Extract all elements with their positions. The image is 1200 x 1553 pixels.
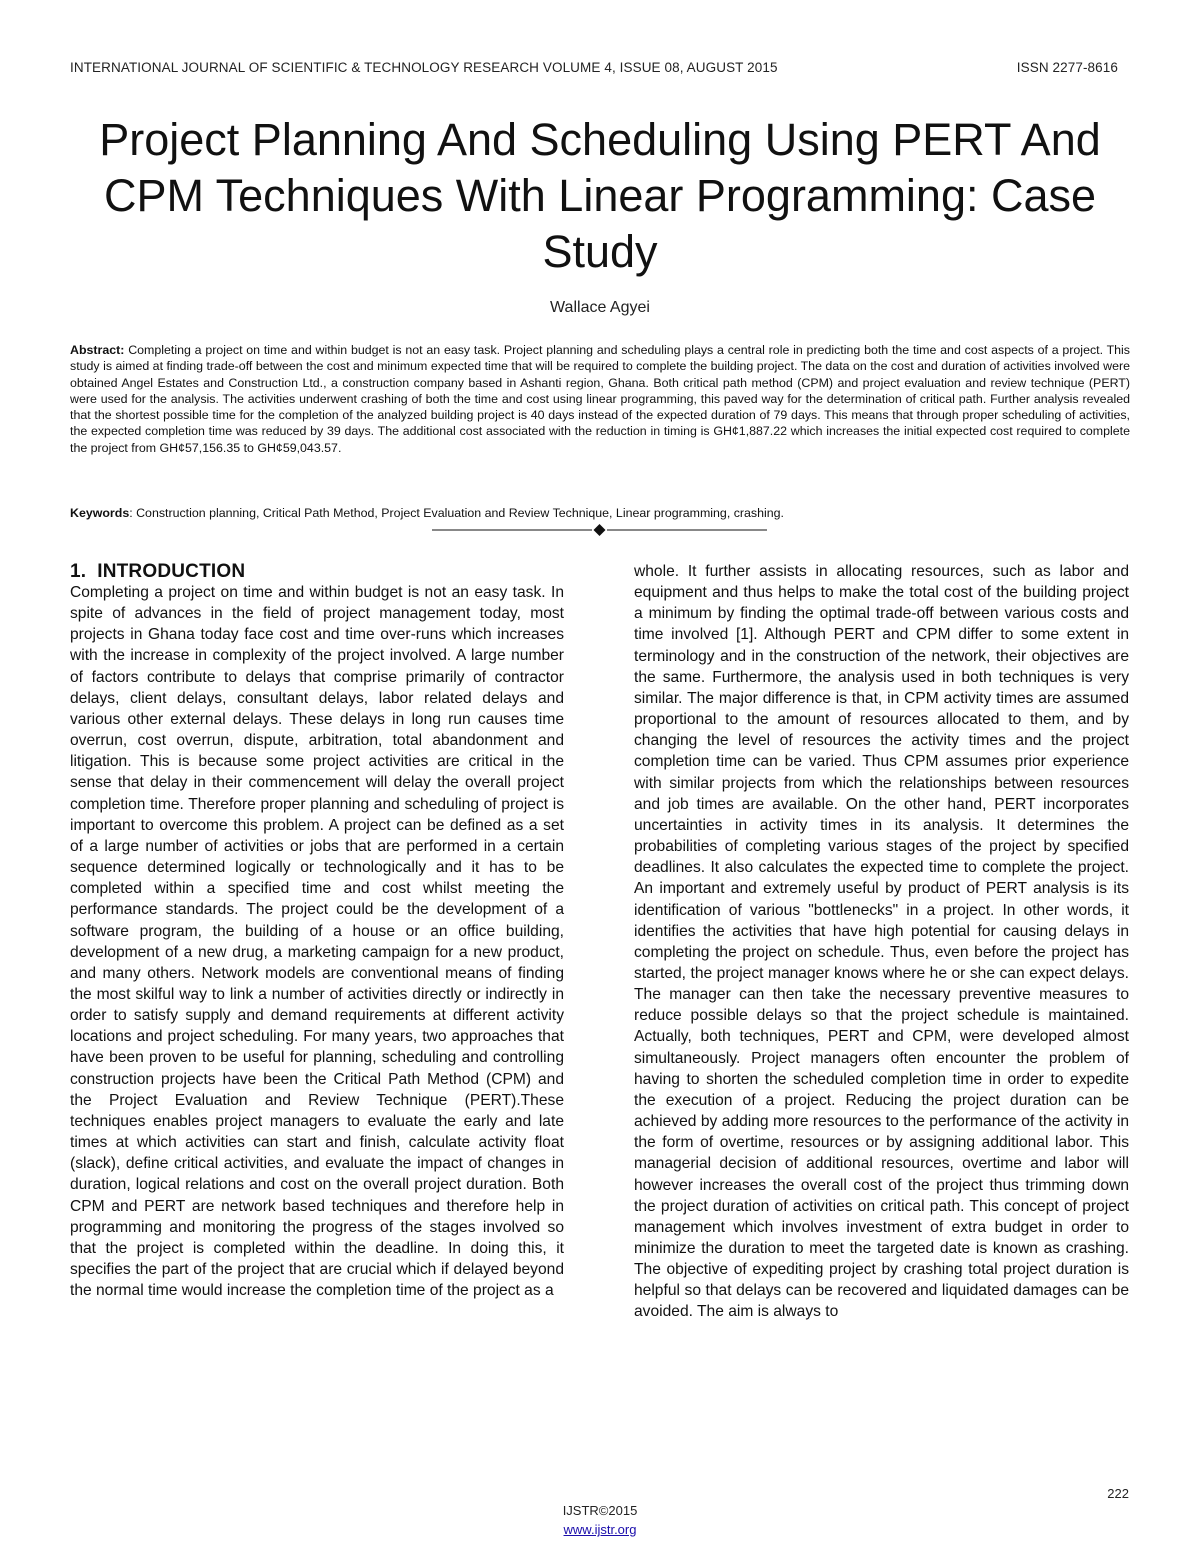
website-link[interactable]: www.ijstr.org [563, 1522, 637, 1537]
paper-title: Project Planning And Scheduling Using PERT And CPM Techniques With Linear Programming: Case Study [99, 114, 1101, 277]
right-column [634, 561, 1129, 1323]
keywords [70, 505, 1130, 521]
abstract-text: Completing a project on time and within budget is not an easy task. Project planning and scheduling plays a central role in predicting both the time and cost aspects of a project. This study is aimed at finding trade-off between the cost and minimum expected time that will be required to complete the building project. The data on the cost and duration of activities involved were obtained Angel Estates and Construction Ltd., a construction company based in Ashanti region, Ghana. Both critical path method (CPM) and project evaluation and review technique (PERT) were used for the analysis. The activities underwent crashing of both the time and cost using linear programming, this paved way for the determination of critical path. Further analysis revealed that the shortest possible time for the completion of the analyzed building project is 40 days instead of the expected duration of 79 days. This means that through proper scheduling of activities, the expected completion time was reduced by 39 days. The additional cost associated with the reduction in timing is GH¢1,887.22 which increases the initial expected cost required to complete the project from GH¢57,156.35 to GH¢59,043.57. [70, 343, 1131, 455]
body-paragraph-right: whole. It further assists in allocating resources, such as labor and equipment and thus helps to make the total cost of the building project a minimum by finding the optimal trade-off between various costs and time involved [1]. Although PERT and CPM differ to some extent in terminology and in the construction of the network, their objectives are the same. Furthermore, the analysis used in both techniques is very similar. The major difference is that, in CPM activity times are assumed proportional to the amount of resources allocated to them, and by changing the level of resources the activity times and the project completion time can be varied. Thus CPM assumes prior experience with similar projects from which the relationships between resources and job times are available. On the other hand, PERT incorporates uncertainties in activity times in its analysis. It determines the probabilities of completing various stages of the project by specified deadlines. It also calculates the expected time to complete the project. An important and extremely useful by product of PERT analysis is its identification of various "bottlenecks" in a project. In other words, it identifies the activities that have high potential for causing delays in completing the project on schedule. Thus, even before the project has started, the project manager knows where he or she can expect delays. The manager can then take the necessary preventive measures to reduce possible delays so that the project schedule is maintained. Actually, both techniques, PERT and CPM, were developed almost simultaneously. Project managers often encounter the problem of having to shorten the scheduled completion time in order to expedite the execution of a project. Reducing the project duration can be achieved by adding more resources to the performance of the activity in the form of overtime, resources or by assigning additional labor. This managerial decision of additional resources, overtime and labor will however increases the overall cost of the project thus trimming down the project duration of activities on critical path. This concept of project management which involves investment of extra budget in order to minimize the duration to meet the targeted date is known as crashing. The objective of expediting project by crashing total project duration is helpful so that delays can be recovered and liquidated damages can be avoided. The aim is always to [634, 563, 1129, 1321]
section-heading [70, 561, 245, 583]
left-column [70, 582, 564, 1301]
running-header [70, 60, 1118, 80]
section-number: 1. [70, 561, 87, 582]
abstract [70, 342, 1130, 456]
abstract-label: Abstract: [70, 343, 125, 357]
page-number: 222 [1107, 1486, 1129, 1501]
diamond-ornament-icon [594, 524, 606, 536]
journal-header: INTERNATIONAL JOURNAL OF SCIENTIFIC & TECHNOLOGY RESEARCH VOLUME 4, ISSUE 08, AUGUST 2015 [70, 60, 778, 75]
author-name: Wallace Agyei [550, 299, 650, 316]
footer-copyright: IJSTR©2015 [562, 1503, 638, 1518]
section-title: INTRODUCTION [97, 561, 246, 582]
footer-website [0, 1522, 1200, 1537]
keywords-text: : Construction planning, Critical Path Method, Project Evaluation and Review Technique, Linear programming, crashing. [129, 506, 784, 520]
keywords-label: Keywords [70, 506, 130, 520]
body-paragraph-left: Completing a project on time and within budget is not an easy task. In spite of advances in the field of project management today, most projects in Ghana today face cost and time over-runs which increases with the increase in complexity of the project involved. A large number of factors contribute to delays that comprise primarily of contractor delays, client delays, consultant delays, labor related delays and various other external delays. These delays in long run causes time overrun, cost overrun, dispute, arbitration, total abandonment and litigation. This is because some project activities are critical in the sense that delay in their commencement will delay the overall project completion time. Therefore proper planning and scheduling of project is important to overcome this problem. A project can be defined as a set of a large number of activities or jobs that are performed in a certain sequence determined logically or technologically and it has to be completed within a specified time and cost whilst meeting the performance standards. The project could be the development of a software program, the building of a house or an office building, development of a new drug, a marketing campaign for a new product, and many others. Network models are conventional means of finding the most skilful way to link a number of activities directly or indirectly in order to satisfy supply and demand requirements at different activity locations and project scheduling. For many years, two approaches that have been proven to be useful for planning, scheduling and controlling construction projects have been the Critical Path Method (CPM) and the Project Evaluation and Review Technique (PERT).These techniques enables project managers to evaluate the early and late times at which activities can start and finish, calculate activity float (slack), define critical activities, and evaluate the impact of changes in duration, logical relations and cost on the overall project duration. Both CPM and PERT are network based techniques and therefore help in programming and monitoring the progress of the stages involved so that the project is completed within the deadline. In doing this, it specifies the part of the project that are crucial which if delayed beyond the normal time would increase the completion time of the project as a [70, 584, 564, 1300]
section-divider [432, 522, 767, 538]
issn-label: ISSN 2277-8616 [1016, 60, 1118, 75]
